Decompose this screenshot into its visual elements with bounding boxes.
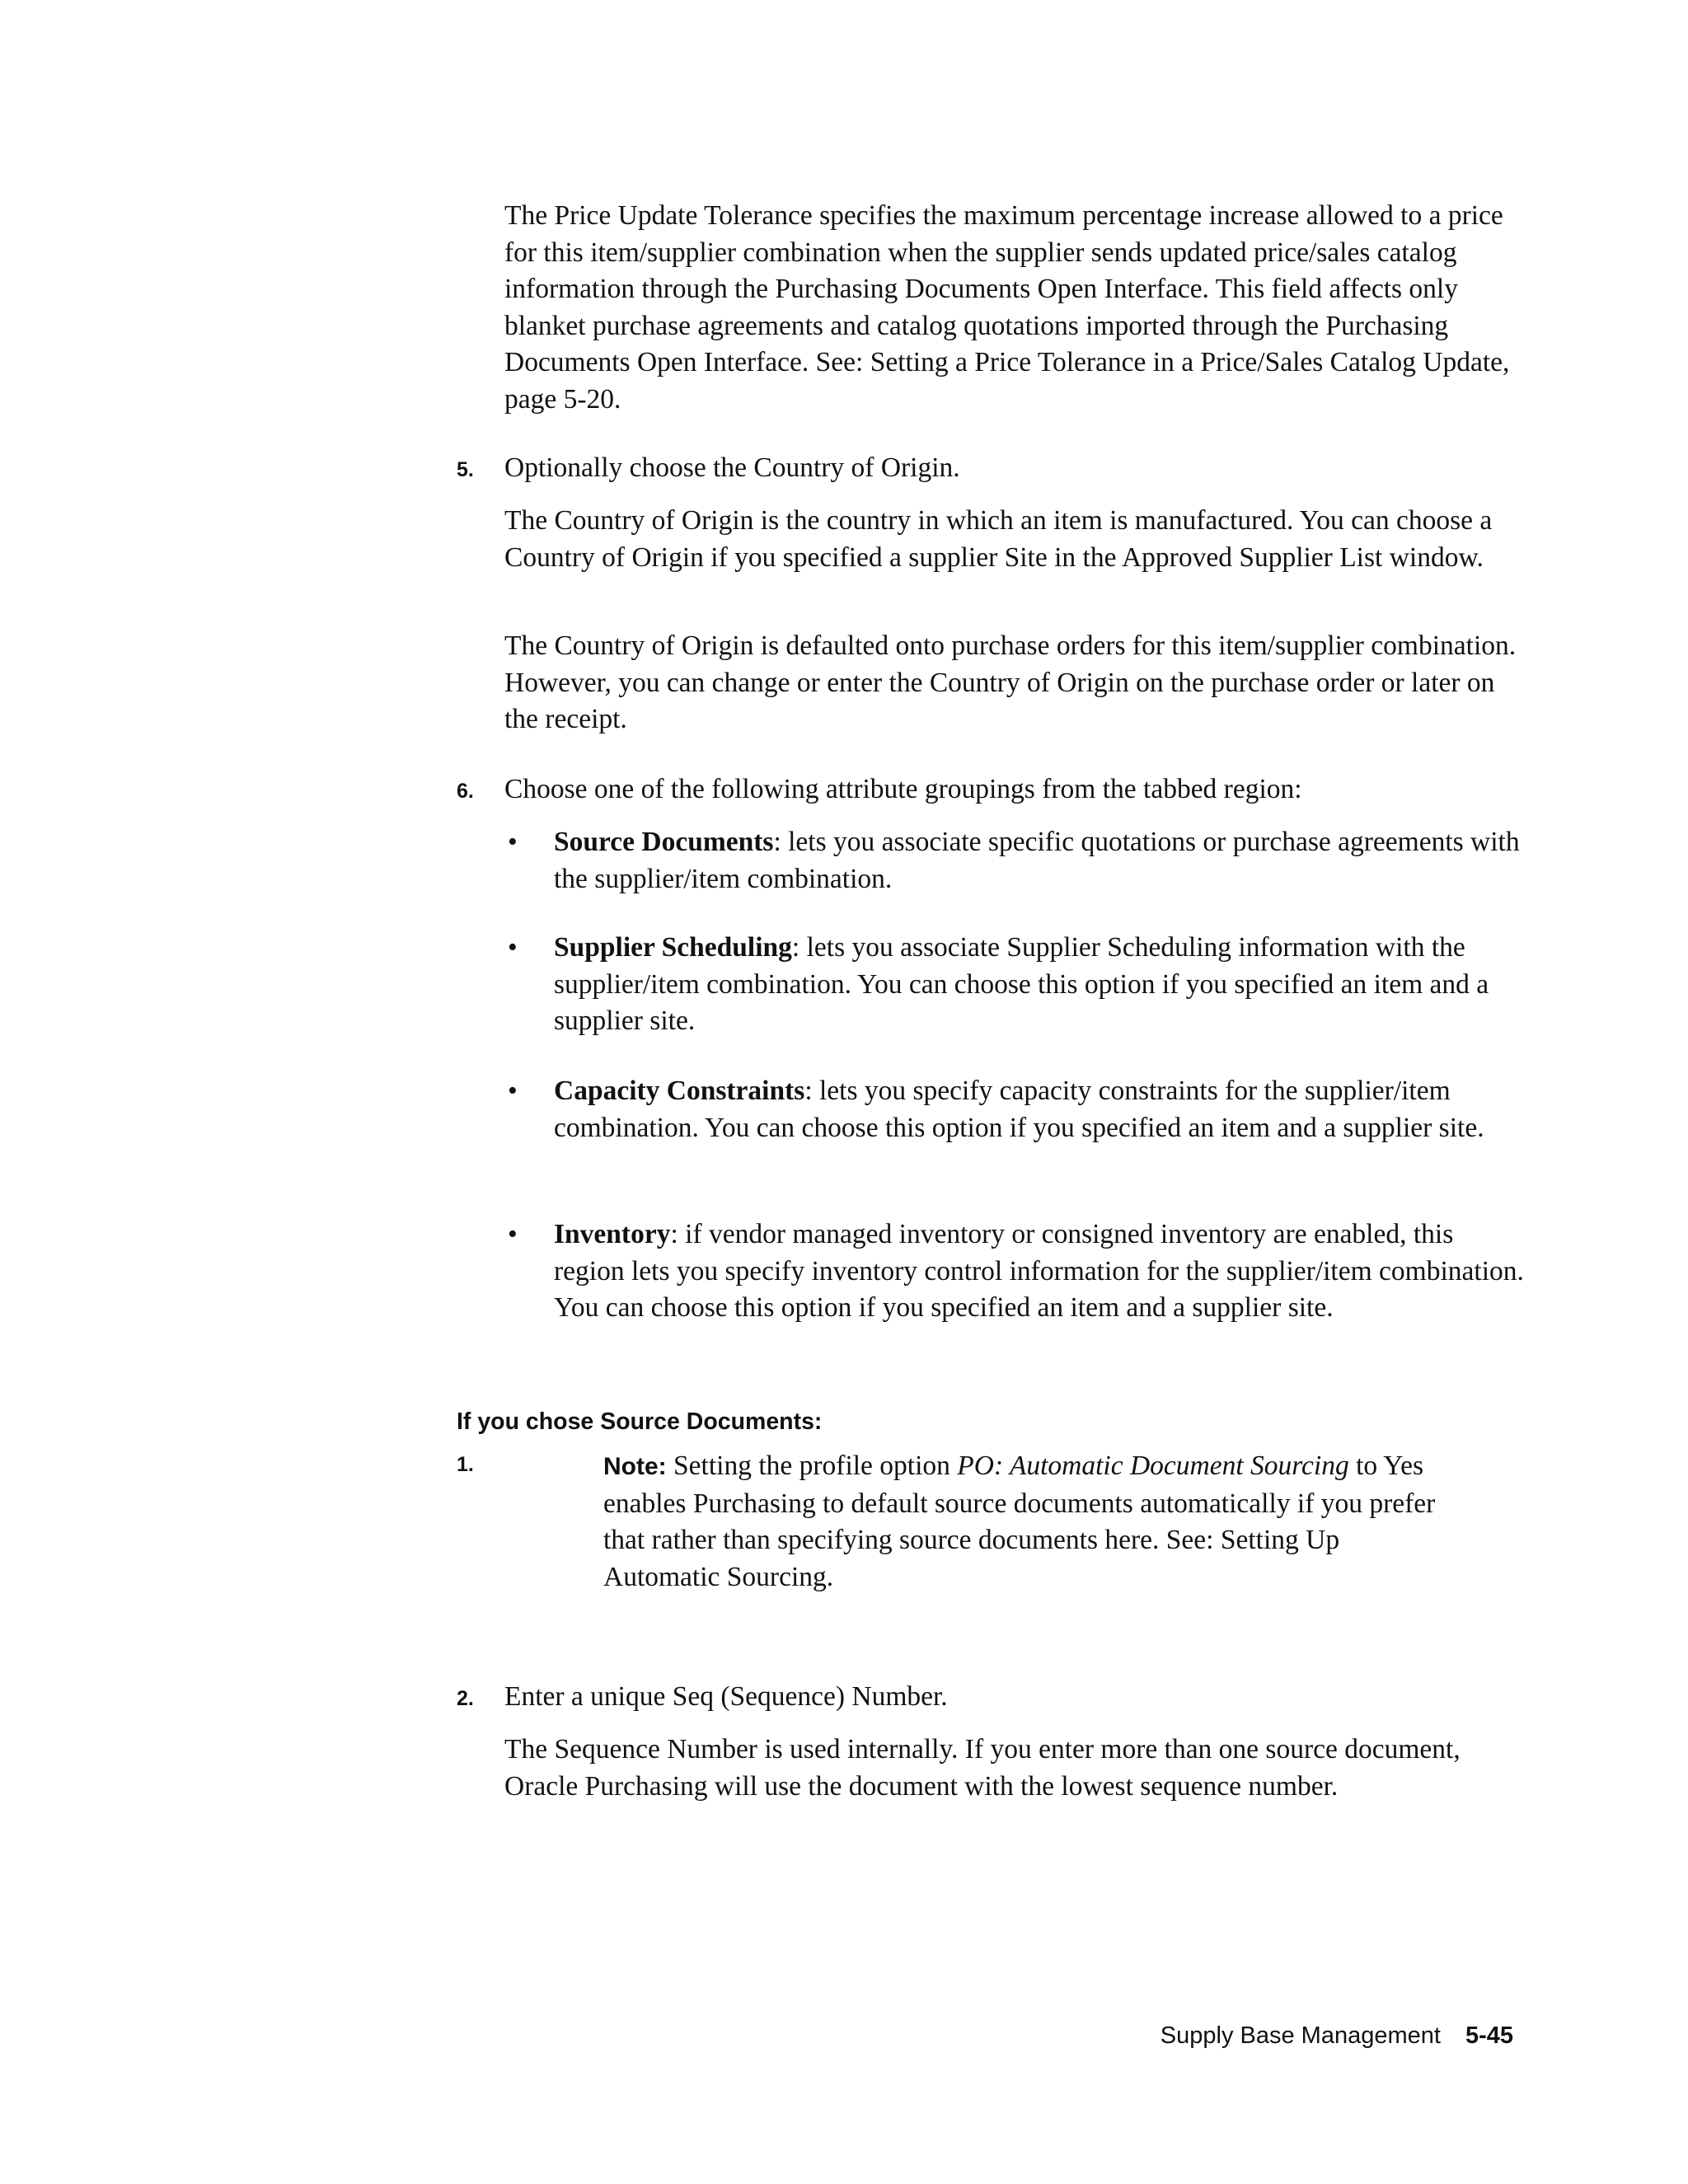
step-number-6: 6. [457,780,474,803]
step-5-paragraph-1: The Country of Origin is the country in which an item is manufactured. You can choose a Country of Origin if you specified a supplier Site in the Approved Supplier List window. [504,505,1493,573]
intro-paragraph: The Price Update Tolerance specifies the maximum percentage increase allowed to a price for this item/supplier combination when the supplier sends updated price/sales catalog information through the Purchasing Documents Open Interface. This field affects only blanket purchase agreements and catalog quotations imported through the Purchasing Documents Open Interface. See: Setting a Price Tolerance in a Price/Sales Catalog Update, page 5-20. [504,200,1510,415]
step-5-paragraph-2: The Country of Origin is defaulted onto purchase orders for this item/supplier combination. However, you can change or enter the Country of Origin on the purchase order or later on the receipt. [504,630,1517,734]
step-number-5: 5. [457,458,474,481]
bullet-icon: • [508,932,518,963]
note-automatic-sourcing [603,1448,1444,1596]
bullet-capacity-constraints [554,1073,1526,1146]
bullet-description: : lets you specify capacity constraints for the supplier/item combination. You can choose this option if you specified an item and a supplier site. [554,1076,1484,1143]
bullet-inventory [554,1216,1526,1327]
section-heading-source-documents: If you chose Source Documents: [457,1408,823,1435]
bullet-icon: • [508,1076,518,1106]
bullet-description: : if vendor managed inventory or consigned inventory are enabled, this region lets you specify inventory control information for the supplier/item combination. You can choose this option if you specified an item and a supplier site. [554,1219,1524,1323]
bullet-source-documents [554,824,1526,898]
page-footer [1160,2021,1513,2050]
note-label: Note: [603,1453,667,1480]
bullet-description: : lets you associate specific quotations or purchase agreements with the supplier/item combination. [554,827,1520,894]
bullet-term: Source Documents [554,827,774,857]
profile-option-name: PO: Automatic Document Sourcing [957,1451,1349,1481]
bullet-term: Capacity Constraints [554,1076,805,1106]
bullet-supplier-scheduling [554,930,1526,1040]
page-number: 5-45 [1465,2022,1513,2049]
step-5-text: Optionally choose the Country of Origin. [504,452,960,483]
note-text-pre: Setting the profile option [666,1451,958,1481]
source-step-2-text: Enter a unique Seq (Sequence) Number. [504,1681,948,1712]
source-step-number-2: 2. [457,1687,474,1710]
step-6-text: Choose one of the following attribute groupings from the tabbed region: [504,774,1302,804]
bullet-description: : lets you associate Supplier Scheduling information with the supplier/item combination. You can choose this option if you specified an item and a supplier site. [554,932,1489,1036]
bullet-term: Inventory [554,1219,671,1249]
source-step-2-paragraph: The Sequence Number is used internally. If you enter more than one source document, Oracle Purchasing will use the document with the lowest sequence number. [504,1734,1461,1802]
bullet-icon: • [508,827,518,857]
footer-section-title: Supply Base Management [1160,2022,1441,2049]
note-text-post: to Yes enables Purchasing to default source documents automatically if you prefer that rather than specifying source documents here. See: Setting Up Automatic Sourcing. [603,1451,1436,1592]
source-step-number-1: 1. [457,1453,474,1476]
bullet-icon: • [508,1219,518,1249]
bullet-term: Supplier Scheduling [554,932,792,963]
